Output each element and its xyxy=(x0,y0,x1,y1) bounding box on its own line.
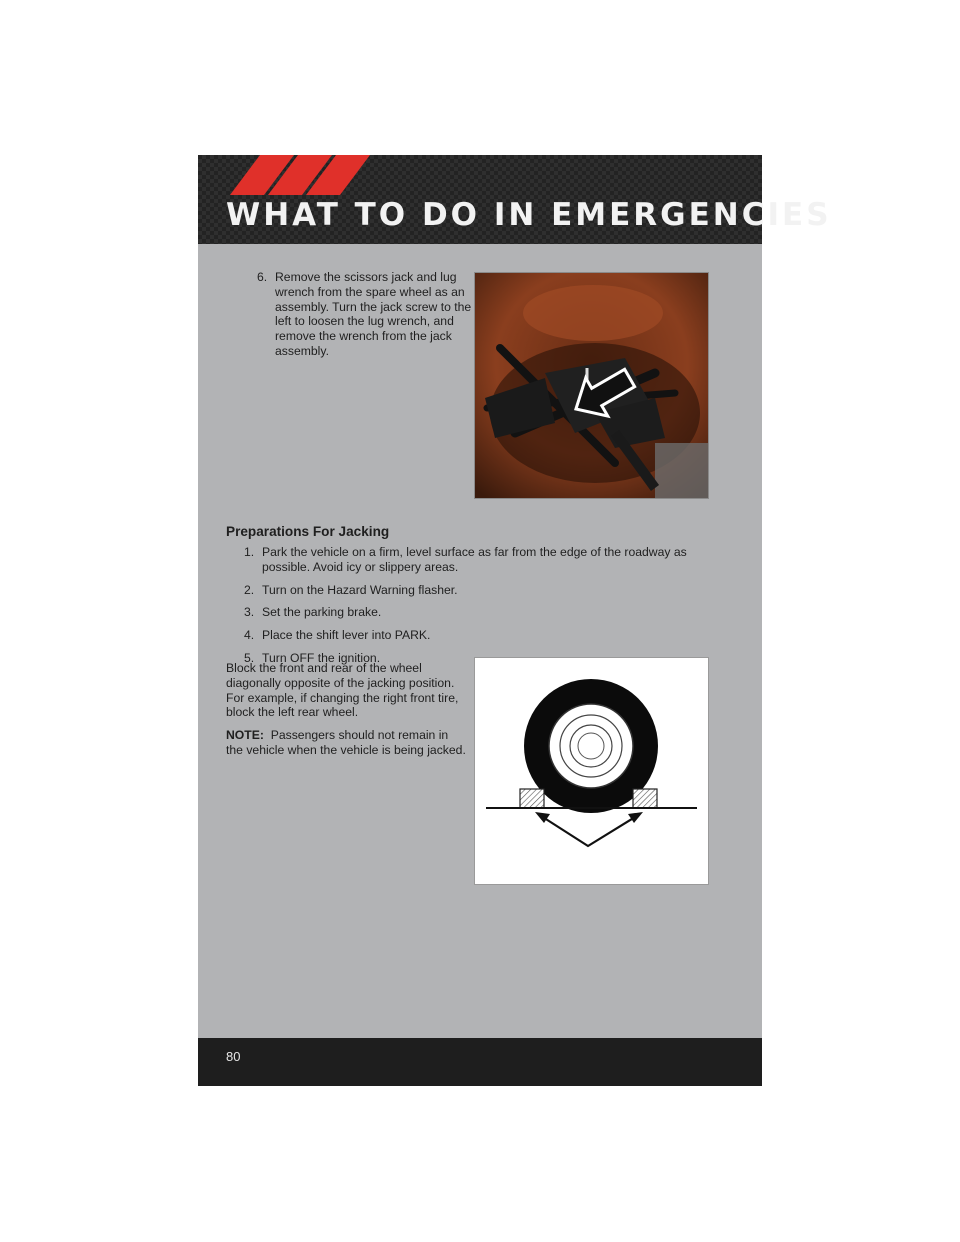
note-text: Passengers should not remain in the vehicle when the vehicle is being jacked. xyxy=(226,728,466,757)
step-text: Place the shift lever into PARK. xyxy=(262,628,431,643)
step-number: 6. xyxy=(257,270,268,284)
step-text: Turn on the Hazard Warning flasher. xyxy=(262,582,458,597)
note-label: NOTE: xyxy=(226,728,264,742)
preparations-heading: Preparations For Jacking xyxy=(226,524,390,539)
step-number: 2. xyxy=(244,582,255,597)
step-text: Park the vehicle on a firm, level surface as far from the edge of the roadway as possible. Avoid icy or slippery areas. xyxy=(262,545,687,574)
step-number: 5. xyxy=(244,650,255,665)
step-6 xyxy=(257,270,472,359)
page-number: 80 xyxy=(226,1049,241,1064)
list-item xyxy=(244,545,714,575)
section-header xyxy=(198,155,832,244)
wheel-chock-diagram xyxy=(474,657,709,885)
step-number: 4. xyxy=(244,628,255,643)
step-text: Set the parking brake. xyxy=(262,605,382,620)
preparations-steps xyxy=(244,545,714,674)
list-item xyxy=(244,628,714,643)
list-item xyxy=(244,605,714,620)
note-paragraph xyxy=(226,728,468,758)
scissors-jack-photo xyxy=(474,272,709,499)
block-wheel-paragraph: Block the front and rear of the wheel diagonally opposite of the jacking position. For example, if changing the right front tire, block the left rear wheel. xyxy=(226,661,459,720)
step-text: Remove the scissors jack and lug wrench from the spare wheel as an assembly. Turn the jack screw to the left to loosen the lug wrench, and remove the wrench from the jack assembly. xyxy=(275,270,472,358)
page-footer xyxy=(198,1038,762,1086)
section-title: WHAT TO DO IN EMERGENCIES xyxy=(226,197,832,233)
step-text: Turn OFF the ignition. xyxy=(262,650,381,665)
step-number: 3. xyxy=(244,605,255,620)
list-item xyxy=(244,583,714,598)
manual-page xyxy=(198,155,832,1086)
red-stripes-decoration xyxy=(238,155,368,195)
step-number: 1. xyxy=(244,545,255,559)
